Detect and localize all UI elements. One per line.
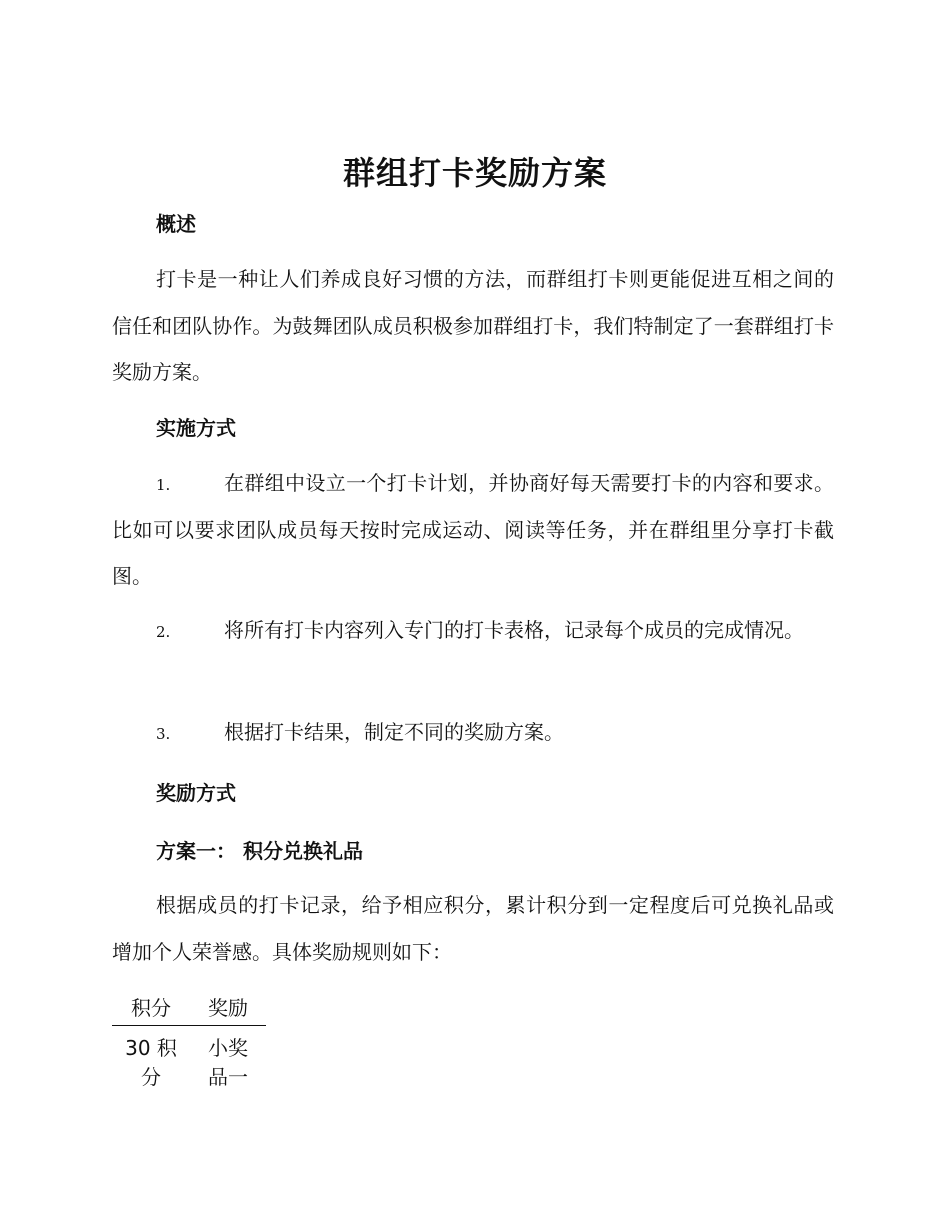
list-item: 根据打卡结果，制定不同的奖励方案。 xyxy=(224,720,564,744)
table-cell-reward: 小奖品一 xyxy=(208,1036,248,1089)
section-heading-overview: 概述 xyxy=(156,212,196,236)
overview-paragraph: 打卡是一种让人们养成良好习惯的方法，而群组打卡则更能促进互相之间的信任和团队协作。为鼓舞团队成员积极参加群组打卡，我们特制定了一套群组打卡奖励方案。 xyxy=(112,267,834,384)
list-number: 3. xyxy=(156,725,171,743)
list-number: 2. xyxy=(156,623,171,641)
table-header-row xyxy=(112,994,266,1026)
section-heading-rewards: 奖励方式 xyxy=(156,781,236,805)
table-header-points: 积分 xyxy=(112,994,190,1026)
list-item: 将所有打卡内容列入专门的打卡表格，记录每个成员的完成情况。 xyxy=(224,618,804,642)
list-item: 在群组中设立一个打卡计划，并协商好每天需要打卡的内容和要求。比如可以要求团队成员每天按时完成运动、阅读等任务，并在群组里分享打卡截图。 xyxy=(112,471,834,588)
plan-one-title: 方案一： 积分兑换礼品 xyxy=(156,839,363,863)
plan-one-paragraph: 根据成员的打卡记录，给予相应积分，累计积分到一定程度后可兑换礼品或增加个人荣誉感。具体奖励规则如下： xyxy=(112,893,834,964)
section-heading-implementation: 实施方式 xyxy=(156,416,236,440)
list-number: 1. xyxy=(156,476,171,494)
table-row xyxy=(112,1026,266,1093)
table-cell-points: 30 积分 xyxy=(125,1036,177,1089)
reward-table xyxy=(112,994,266,1092)
document-title: 群组打卡奖励方案 xyxy=(342,154,607,192)
table-header-reward: 奖励 xyxy=(190,994,266,1026)
